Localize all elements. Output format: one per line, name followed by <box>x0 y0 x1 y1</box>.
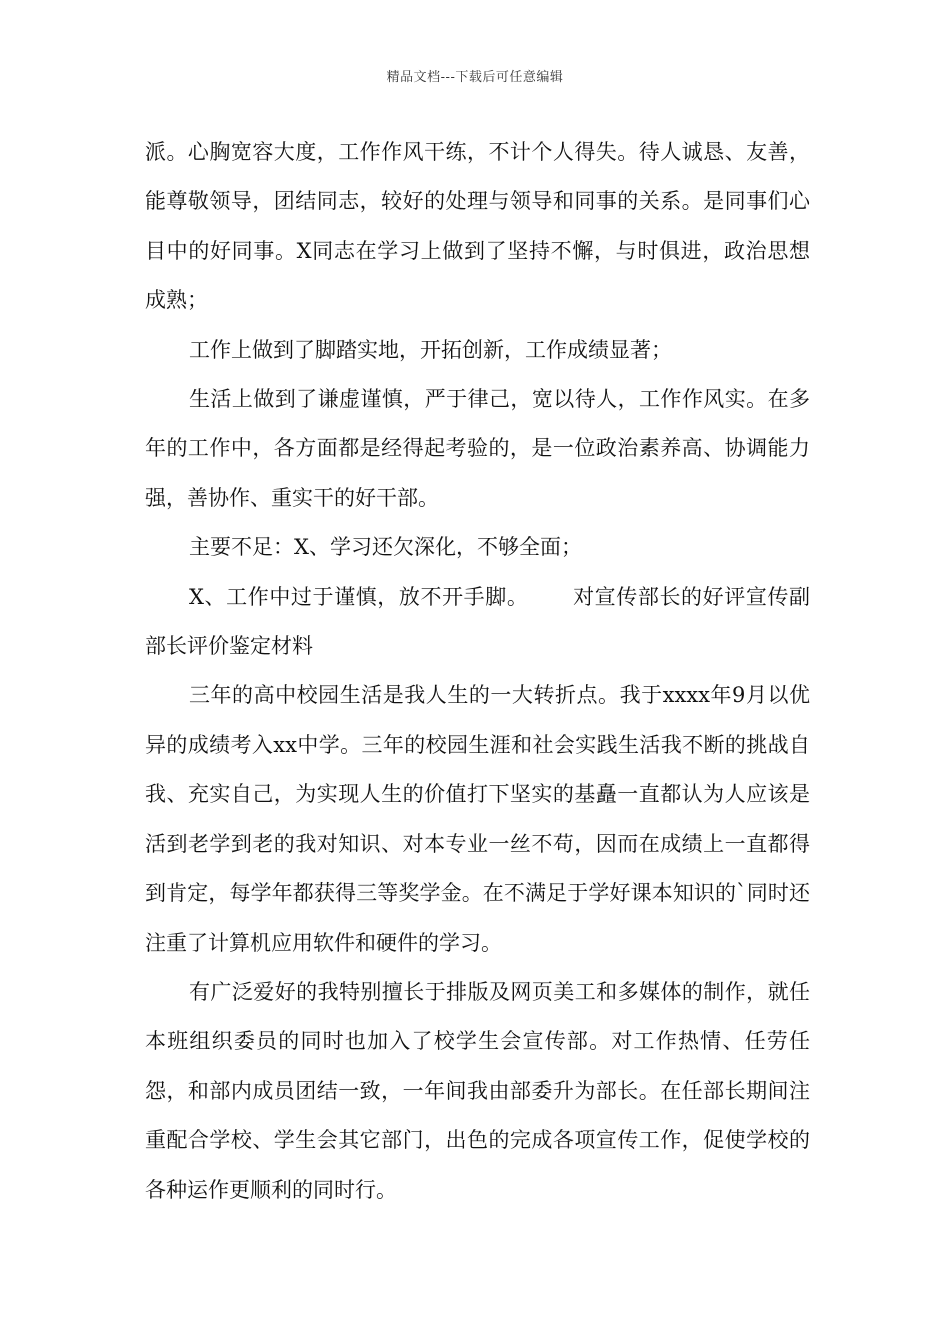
paragraph-2: 工作上做到了脚踏实地，开拓创新，工作成绩显著； <box>189 337 672 362</box>
paragraph-3: 生活上做到了谦虚谨慎，严于律己，宽以待人，工作作风实。在多年的工作中，各方面都是经得起考验的，是一位政治素养高、协调能力强，善协作、重实干的好干部。 <box>145 387 810 510</box>
document-body <box>145 128 810 1215</box>
paragraph-5-text: X、工作中过于谨慎，放不开手脚。 <box>189 584 529 609</box>
paragraph-4: 主要不足：X、学习还欠深化，不够全面； <box>189 535 582 560</box>
paragraph-6: 三年的高中校园生活是我人生的一大转折点。我于xxxx年9月以优异的成绩考入xx中学。三年的校园生涯和社会实践生活我不断的挑战自我、充实自己，为实现人生的价值打下坚实的基矗一直都认为人应该是活到老学到老的我对知识、对本专业一丝不苟，因而在成绩上一直都得到肯定，每学年都获得三等奖学金。在不满足于学好课本知识的`同时还注重了计算机应用软件和硬件的学习。 <box>145 683 810 955</box>
page-header: 精品文档---下载后可任意编辑 <box>386 70 564 85</box>
section-title-text: 对宣传部长的好评宣传副部长评价鉴定材料 <box>145 584 811 659</box>
paragraph-7: 有广泛爱好的我特别擅长于排版及网页美工和多媒体的制作，就任本班组织委员的同时也加入了校学生会宣传部。对工作热情、任劳任怨，和部内成员团结一致，一年间我由部委升为部长。在任部长期间注重配合学校、学生会其它部门，出色的完成各项宣传工作，促使学校的各种运作更顺利的同时行。 <box>145 979 810 1202</box>
paragraph-5 <box>145 573 810 672</box>
paragraph-1: 派。心胸宽容大度，工作作风干练，不计个人得失。待人诚恳、友善，能尊敬领导，团结同志，较好的处理与领导和同事的关系。是同事们心目中的好同事。X同志在学习上做到了坚持不懈，与时俱进，政治思想成熟； <box>145 140 810 313</box>
